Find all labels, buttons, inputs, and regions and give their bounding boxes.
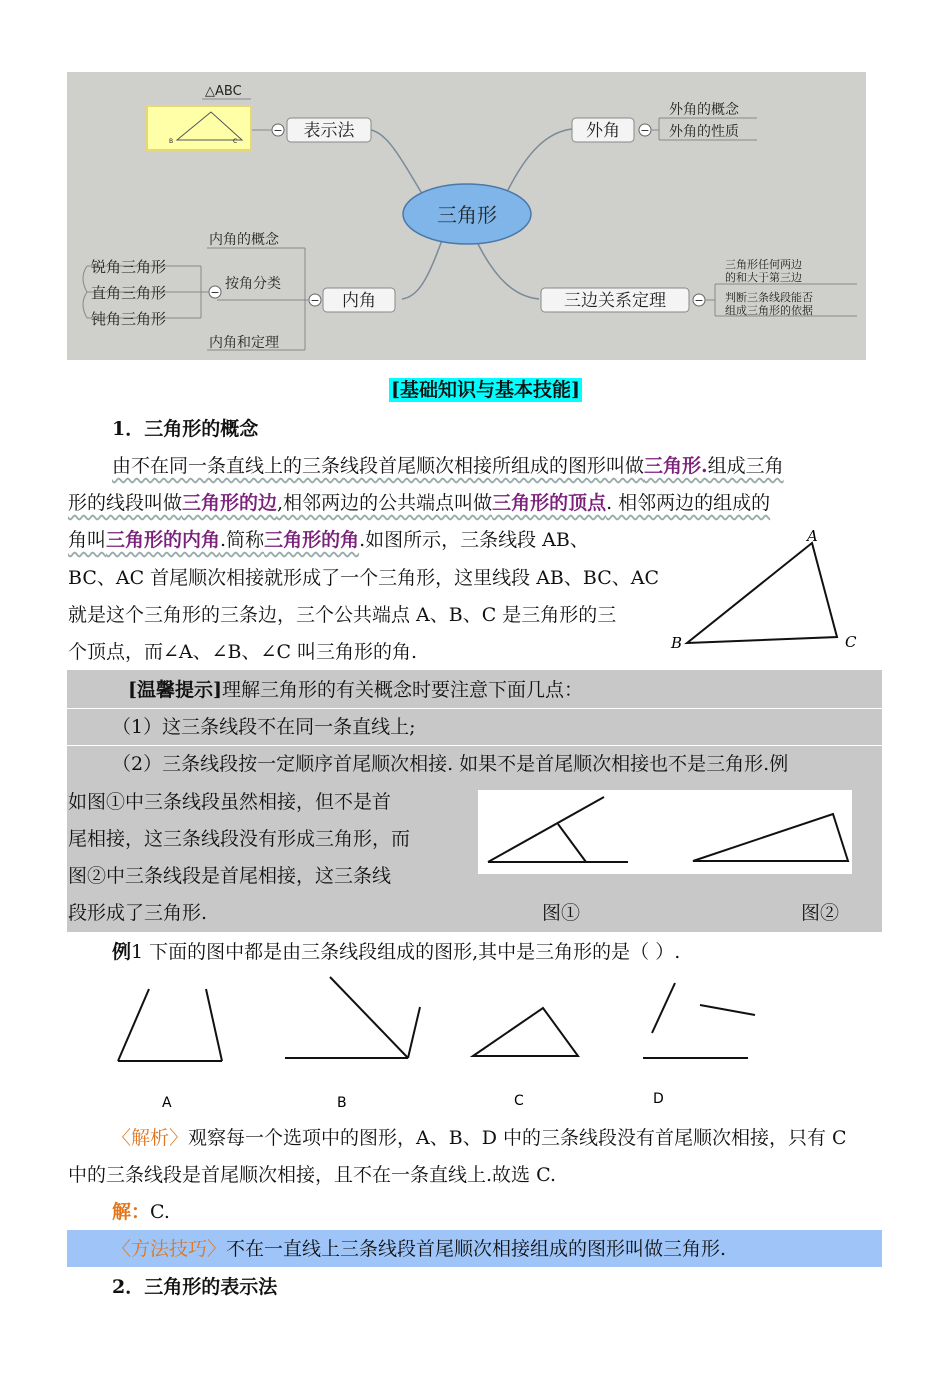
mindmap-interior-item: 按角分类 (225, 276, 281, 292)
mindmap-interior-item: 内角的概念 (209, 232, 279, 248)
concept-line-2 (68, 491, 770, 515)
concept-line-3-text: 角叫 (68, 529, 107, 551)
tip-intro: 理解三角形的有关概念时要注意下面几点： (221, 679, 583, 701)
answer-value: C. (150, 1201, 170, 1223)
next-heading: 2．三角形的表示法 (112, 1276, 278, 1298)
vertex-c-label: C (845, 633, 857, 651)
mindmap-side-item: 三角形任何两边 (725, 258, 802, 271)
tip-line-1 (128, 678, 583, 702)
example1-question (112, 940, 680, 964)
collapse-icon-symbol: − (273, 124, 283, 137)
mindmap-class-item: 直角三角形 (91, 284, 167, 302)
example1-options (100, 975, 780, 1115)
option-d-figure[interactable] (643, 983, 755, 1058)
option-a-figure[interactable] (118, 989, 222, 1061)
method-text: 不在一直线上三条线段首尾顺次相接组成的图形叫做三角形. (226, 1238, 727, 1260)
mindmap-side-item: 组成三角形的依据 (725, 304, 813, 317)
mindmap-representation-label: 表示法 (303, 121, 355, 141)
tip-line-6: 段形成了三角形. (68, 902, 208, 924)
concept-line-3-mid: .简称 (220, 529, 265, 551)
collapse-icon-symbol: − (694, 294, 704, 307)
mindmap-side-item: 的和大于第三边 (725, 271, 802, 284)
option-c-label: C (514, 1093, 524, 1109)
example1-label: 例 (112, 941, 132, 963)
concept-line-2-mid: ,相邻两边的公共端点叫做 (277, 492, 493, 514)
option-d-label: D (653, 1091, 664, 1107)
analysis-label: 〈解析〉 (112, 1127, 189, 1149)
concept-line-1-end: 组成三角 (707, 455, 784, 477)
concept-line-4: BC、AC 首尾顺次相接就形成了一个三角形，这里线段 AB、BC、AC (68, 567, 659, 589)
method-label: 〈方法技巧〉 (112, 1238, 227, 1260)
analysis-text-1: 观察每一个选项中的图形，A、B、D 中的三条线段没有首尾顺次相接，只有 C (188, 1127, 847, 1149)
figure-1-caption: 图① (542, 902, 581, 924)
collapse-icon-symbol: − (310, 294, 320, 307)
concept-line-3-end: .如图所示，三条线段 AB、 (359, 529, 589, 551)
tip-figures (478, 790, 852, 874)
vertex-b-label: B (671, 634, 683, 652)
tip-line-4: 尾相接，这三条线段没有形成三角形，而 (68, 828, 411, 850)
concept-line-2-text: 形的线段叫做 (68, 492, 183, 514)
method-line (112, 1237, 726, 1261)
term-angle: 三角形的角 (264, 529, 360, 551)
term-side: 三角形的边 (182, 492, 278, 514)
mindmap-center-label: 三角形 (437, 203, 497, 227)
tip-point-2: （2）三条线段按一定顺序首尾顺次相接. 如果不是首尾顺次相接也不是三角形.例 (112, 753, 789, 775)
mindmap-interior-item: 内角和定理 (209, 335, 279, 351)
option-c-figure[interactable] (473, 1008, 578, 1056)
mindmap-svg (67, 72, 866, 360)
answer-label: 解： (112, 1201, 151, 1223)
mindmap-exterior-label: 外角 (586, 121, 620, 141)
term-interior-angle: 三角形的内角 (106, 529, 221, 551)
example1-text: 1 下面的图中都是由三条线段组成的图形,其中是三角形的是（ ）. (131, 941, 681, 963)
concept-heading: 1．三角形的概念 (112, 418, 259, 440)
option-a-label: A (162, 1095, 172, 1111)
mindmap-side-item: 判断三条线段能否 (725, 291, 813, 304)
analysis-line-2: 中的三条线段是首尾顺次相接，且不在一条直线上.故选 C. (68, 1164, 556, 1186)
mindmap-vertex-b: B (169, 138, 174, 145)
figure-2-caption: 图② (801, 902, 840, 924)
tip-point-1: （1）这三条线段不在同一条直线上; (112, 716, 416, 738)
concept-line-1-text: 由不在同一条直线上的三条线段首尾顺次相接所组成的图形叫做 (112, 455, 645, 477)
concept-line-3 (68, 528, 589, 552)
tip-line-3: 如图①中三条线段虽然相接，但不是首 (68, 791, 392, 813)
answer-line (112, 1200, 170, 1224)
option-b-figure[interactable] (285, 977, 420, 1058)
term-vertex: 三角形的顶点 (492, 492, 607, 514)
concept-line-1 (112, 454, 784, 478)
mindmap-interior-label: 内角 (342, 291, 376, 311)
collapse-icon-symbol: − (210, 286, 220, 299)
concept-line-2-end: . 相邻两边的组成的 (606, 492, 771, 514)
mindmap-abc-label: △ABC (205, 84, 242, 99)
mindmap (67, 72, 866, 360)
mindmap-side-label: 三边关系定理 (564, 291, 666, 311)
mindmap-vertex-c: C (233, 138, 238, 145)
mindmap-class-item: 钝角三角形 (91, 310, 167, 328)
mindmap-exterior-item: 外角的概念 (669, 102, 739, 118)
mindmap-class-item: 锐角三角形 (91, 258, 167, 276)
triangle-abc-figure (665, 525, 865, 655)
analysis-line-1 (112, 1126, 847, 1150)
concept-line-5: 就是这个三角形的三条边，三个公共端点 A、B、C 是三角形的三 (68, 604, 617, 626)
section-banner: [基础知识与基本技能] (391, 379, 580, 401)
option-b-label: B (337, 1095, 347, 1111)
concept-line-6: 个顶点，而∠A、∠B、∠C 叫三角形的角. (68, 641, 418, 663)
collapse-icon-symbol: − (640, 124, 650, 137)
vertex-a-label: A (807, 527, 818, 545)
tip-label: [温馨提示] (128, 679, 222, 701)
tip-line-5: 图②中三条线段是首尾相接，这三条线 (68, 865, 392, 887)
term-triangle: 三角形. (644, 455, 708, 477)
mindmap-exterior-item: 外角的性质 (669, 124, 739, 140)
